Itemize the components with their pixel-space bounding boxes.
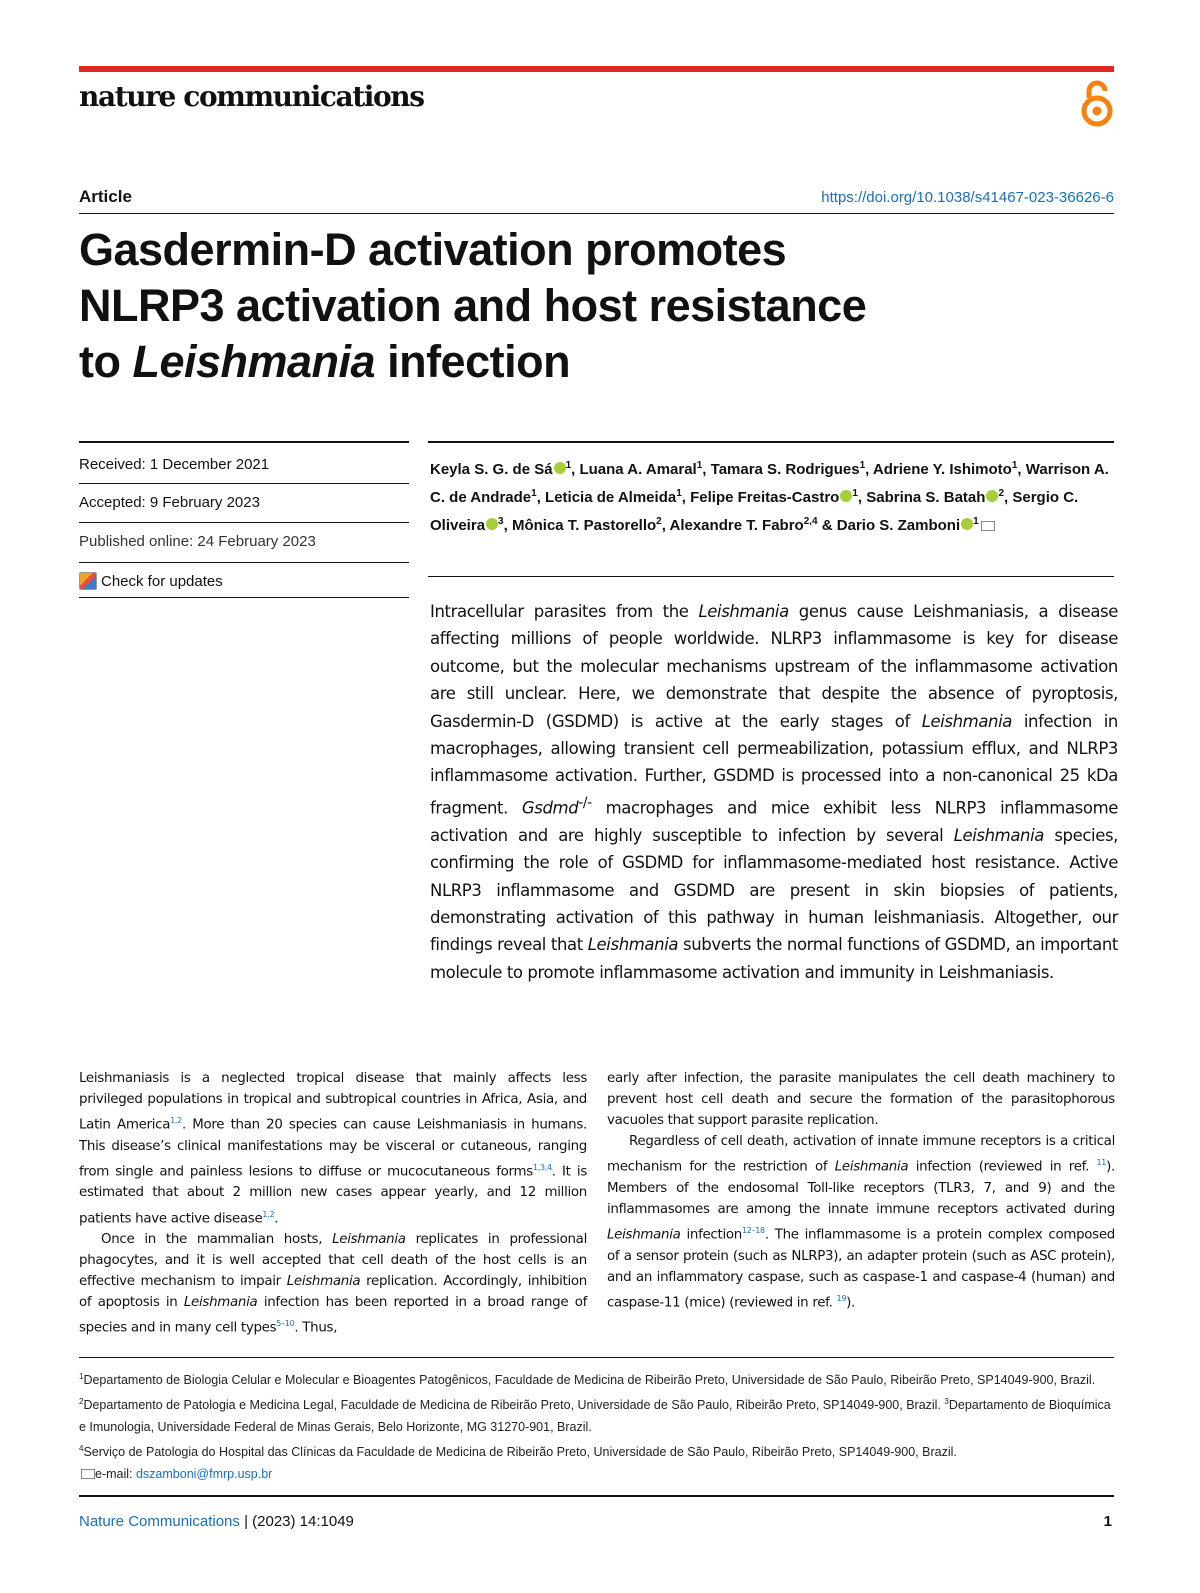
- reference-link[interactable]: 5–10: [276, 1319, 295, 1329]
- author-affiliation-marker: 2,4: [803, 516, 818, 527]
- body-text: infection (reviewed in ref.: [908, 1159, 1097, 1175]
- body-paragraph: [79, 1229, 587, 1339]
- dates-divider: [79, 483, 409, 484]
- author-label: Sergio C. Oliveira: [430, 489, 1079, 534]
- reference-link[interactable]: 1,2: [170, 1116, 182, 1126]
- author-name[interactable]: [545, 489, 682, 506]
- dates-divider-top: [79, 441, 409, 443]
- body-text: . It is estimated that about 2 million new cases appear yearly, and 12 million patients have active disease: [79, 1164, 587, 1226]
- envelope-icon[interactable]: [981, 521, 995, 531]
- body-italic: Leishmania: [607, 1227, 681, 1243]
- reference-link[interactable]: 1,2: [262, 1209, 275, 1219]
- author-name[interactable]: [512, 517, 662, 534]
- body-column-left: [79, 1068, 587, 1339]
- orcid-icon[interactable]: [840, 490, 852, 502]
- body-text: .: [274, 1210, 279, 1226]
- doi-link[interactable]: https://doi.org/10.1038/s41467-023-36626-6: [821, 189, 1114, 206]
- aff-marker: 1: [79, 1372, 84, 1381]
- author-affiliation-marker: 1: [973, 516, 979, 527]
- body-text: replication. Accordingly, inhibition of apoptosis in: [79, 1274, 587, 1311]
- body-italic: Leishmania: [286, 1274, 361, 1290]
- reference-link[interactable]: 1,3,4: [532, 1162, 552, 1172]
- body-text: Leishmaniasis is a neglected tropical disease that mainly affects less privileged populations in tropical and subtropical countries in Africa, Asia, and Latin America: [79, 1071, 587, 1133]
- body-text: . The inflammasome is a protein complex composed of a sensor protein (such as NLRP3), an adapter protein (such as ASC protein), and an inflammatory caspase, such as caspase-1 and caspase-4 (human) and caspase-11 (mice) (reviewed in ref.: [607, 1227, 1116, 1311]
- author-affiliation-marker: 1: [859, 460, 866, 471]
- author-label: Sabrina S. Batah: [866, 489, 986, 506]
- published-date: Published online: 24 February 2023: [79, 533, 316, 550]
- reference-link[interactable]: 12–18: [741, 1226, 765, 1236]
- body-text: ). Members of the endosomal Toll-like receptors (TLR3, 7, and 9) and the inflammasomes are among the innate immune receptors activated during: [607, 1159, 1115, 1218]
- body-text: Once in the mammalian hosts,: [101, 1232, 333, 1248]
- body-text: . Thus,: [294, 1320, 338, 1336]
- dates-divider: [79, 562, 409, 563]
- abstract-italic: Leishmania: [587, 935, 679, 955]
- author-label: Adriene Y. Ishimoto: [872, 461, 1012, 478]
- abstract-text: macrophages and mice exhibit less NLRP3 inflammasome activation and are highly susceptible to infection by several: [430, 798, 1118, 845]
- footer-citation: [79, 1513, 354, 1530]
- email-link[interactable]: dszamboni@fmrp.usp.br: [135, 1467, 273, 1482]
- footer-journal-link[interactable]: Nature Communications: [79, 1513, 240, 1530]
- body-paragraph: [607, 1068, 1115, 1131]
- author-affiliation-marker: 2: [998, 488, 1004, 499]
- dates-divider-bottom: [79, 597, 409, 598]
- author-affiliation-marker: 1: [696, 460, 703, 471]
- abstract-divider: [428, 576, 1114, 577]
- abstract-italic: Leishmania: [921, 711, 1013, 731]
- aff-marker: 4: [79, 1444, 84, 1454]
- body-text: ).: [846, 1295, 856, 1311]
- author-affiliation-marker: 2: [656, 516, 662, 527]
- crossmark-icon: [79, 572, 97, 590]
- abstract-text: genus cause Leishmaniasis, a disease affecting millions of people worldwide. NLRP3 inflammasome is key for disease outcome, but the molecular mechanisms upstream of the inflammasome activation are still unclear. Here, we demonstrate that despite the absence of pyroptosis, Gasdermin-D (GSDMD) is active at the early stages of: [430, 602, 1118, 731]
- header-divider: [79, 213, 1114, 214]
- body-text: . More than 20 species can cause Leishmaniasis in humans. This disease’s clinical manifestations may be visceral or cutaneous, ranging from single and painless lesions to diffuse or mucocutaneous forms: [79, 1117, 587, 1180]
- orcid-icon[interactable]: [986, 490, 998, 502]
- author-affiliation-marker: 1: [1011, 460, 1018, 471]
- check-for-updates-button[interactable]: [79, 572, 223, 590]
- body-paragraph: [607, 1131, 1115, 1313]
- author-name[interactable]: [579, 461, 702, 478]
- aff-marker: 2: [79, 1397, 84, 1407]
- orcid-icon[interactable]: [961, 518, 973, 530]
- accepted-date: Accepted: 9 February 2023: [79, 494, 260, 511]
- author-label: Dario S. Zamboni: [836, 517, 961, 534]
- author-name[interactable]: [430, 461, 571, 478]
- affiliation-text: Departamento de Patologia e Medicina Legal, Faculdade de Medicina de Ribeirão Preto, Universidade de São Paulo, Ribeirão Preto, SP14049-900, Brazil.: [83, 1398, 945, 1413]
- article-type: Article: [79, 187, 132, 206]
- affiliations-divider: [79, 1357, 1114, 1358]
- author-label: Alexandre T. Fabro: [669, 517, 804, 534]
- body-italic: Leishmania: [332, 1232, 406, 1248]
- affiliation-text: Departamento de Bioquímica e Imunologia, Universidade Federal de Minas Gerais, Belo Horizonte, MG 31270-901, Brazil.: [79, 1398, 1111, 1435]
- title-line-3-post: infection: [375, 336, 571, 387]
- footer-divider: [79, 1495, 1114, 1497]
- abstract-text: species, confirming the role of GSDMD for inflammasome-mediated host resistance. Active NLRP3 inflammasome and GSDMD are present in skin biopsies of patients, demonstrating activation of this pathway in human leishmaniasis. Altogether, our findings reveal that: [430, 825, 1119, 955]
- author-name[interactable]: [711, 461, 866, 478]
- page-number: 1: [1103, 1513, 1112, 1530]
- orcid-icon[interactable]: [486, 518, 498, 530]
- author-label: Luana A. Amaral: [579, 461, 697, 478]
- envelope-icon: [81, 1469, 95, 1479]
- abstract-text: subverts the normal functions of GSDMD, an important molecule to promote inflammasome activation and immunity in Leishmaniasis.: [430, 935, 1118, 982]
- abstract-superscript: -/-: [578, 794, 592, 811]
- author-name[interactable]: [690, 489, 858, 506]
- email-label: e-mail:: [95, 1467, 136, 1482]
- abstract-italic: Leishmania: [953, 825, 1045, 845]
- affiliation-text: Departamento de Biologia Celular e Molecular e Bioagentes Patogênicos, Faculdade de Medicina de Ribeirão Preto, Universidade de São Paulo, Ribeirão Preto, SP14049-900, Brazil.: [83, 1373, 1096, 1388]
- reference-link[interactable]: 19: [836, 1293, 847, 1303]
- author-label: Keyla S. G. de Sá: [430, 461, 553, 478]
- body-text: early after infection, the parasite manipulates the cell death machinery to prevent host cell death and secure the formation of the parasitophorous vacuoles that support parasite replication.: [607, 1071, 1115, 1129]
- title-line-3-em: Leishmania: [132, 336, 376, 387]
- abstract-text: infection in macrophages, allowing transient cell permeabilization, potassium efflux, and NLRP3 inflammasome activation. Further, GSDMD is processed into a non-canonical 25 kDa fragment.: [430, 711, 1118, 818]
- affiliation-text: Serviço de Patologia do Hospital das Clínicas da Faculdade de Medicina de Ribeirão Preto, Universidade de São Paulo, Ribeirão Preto, SP14049-900, Brazil.: [83, 1445, 957, 1460]
- body-paragraph: [79, 1068, 587, 1229]
- authors-divider: [428, 441, 1114, 443]
- received-date: Received: 1 December 2021: [79, 456, 270, 473]
- author-list: Keyla S. G. de Sá $^1$, Luana A. Amaral$^1$, Tamara S. Rodrigues$^1$, Adriene Y. Ishimoto$^1$, Warrison A. C. de Andrade$^1$, Leticia de Almeida$^1$, Felipe Freitas-Castro $^1$, Sabrina S. Batah $^2$, Sergio C. Oliveira $^3$, Mônica T. Pastorello$^2$, Alexandre T. Fabro$^{2,4}$ & Dario S. Zamboni $^1$: [430, 460, 1109, 534]
- author-affiliation-marker: 3: [498, 516, 504, 527]
- body-column-right: [607, 1068, 1115, 1313]
- footer-citation-text: | (2023) 14:1049: [239, 1513, 354, 1530]
- title-line-3-pre: to: [79, 336, 133, 387]
- check-updates-label: Check for updates: [101, 572, 223, 590]
- article-title: [79, 222, 1079, 390]
- abstract-text: Intracellular parasites from the: [430, 602, 699, 621]
- orcid-icon[interactable]: [554, 462, 566, 474]
- journal-accent-bar: [79, 66, 1114, 72]
- body-text: infection has been reported in a broad range of species and in many cell types: [79, 1295, 587, 1336]
- open-access-icon: [1080, 78, 1114, 128]
- abstract-italic: Leishmania: [698, 602, 789, 621]
- author-affiliation-marker: 1: [852, 488, 858, 499]
- author-name[interactable]: [670, 517, 818, 534]
- author-label: Felipe Freitas-Castro: [690, 489, 840, 506]
- author-affiliation-marker: 1: [565, 460, 572, 471]
- title-line-2: NLRP3 activation and host resistance: [79, 280, 867, 331]
- author-label: Leticia de Almeida: [545, 489, 677, 506]
- body-italic: Leishmania: [834, 1159, 909, 1175]
- abstract: [430, 598, 1118, 986]
- affiliations: [79, 1366, 1119, 1485]
- body-italic: Leishmania: [183, 1295, 258, 1311]
- author-name[interactable]: [873, 461, 1017, 478]
- body-text: infection: [680, 1227, 742, 1243]
- author-label: Warrison A. C. de Andrade: [430, 461, 1109, 506]
- journal-title: nature communications: [79, 80, 424, 113]
- author-name[interactable]: [837, 517, 995, 534]
- reference-link[interactable]: 11: [1096, 1158, 1107, 1168]
- body-text: replicates in professional phagocytes, and it is well accepted that cell death of the host cells is an effective mechanism to impair: [79, 1232, 587, 1290]
- author-name[interactable]: [866, 489, 1004, 506]
- author-affiliation-marker: 1: [531, 488, 537, 499]
- abstract-italic: Gsdmd: [521, 798, 579, 818]
- aff-marker: 3: [944, 1397, 949, 1407]
- body-text: Regardless of cell death, activation of innate immune receptors is a critical mechanism for the restriction of: [607, 1134, 1115, 1175]
- author-label: Mônica T. Pastorello: [511, 517, 657, 534]
- title-line-1: Gasdermin-D activation promotes: [79, 224, 787, 275]
- author-affiliation-marker: 1: [676, 488, 682, 499]
- dates-divider: [79, 522, 409, 523]
- author-label: Tamara S. Rodrigues: [710, 461, 860, 478]
